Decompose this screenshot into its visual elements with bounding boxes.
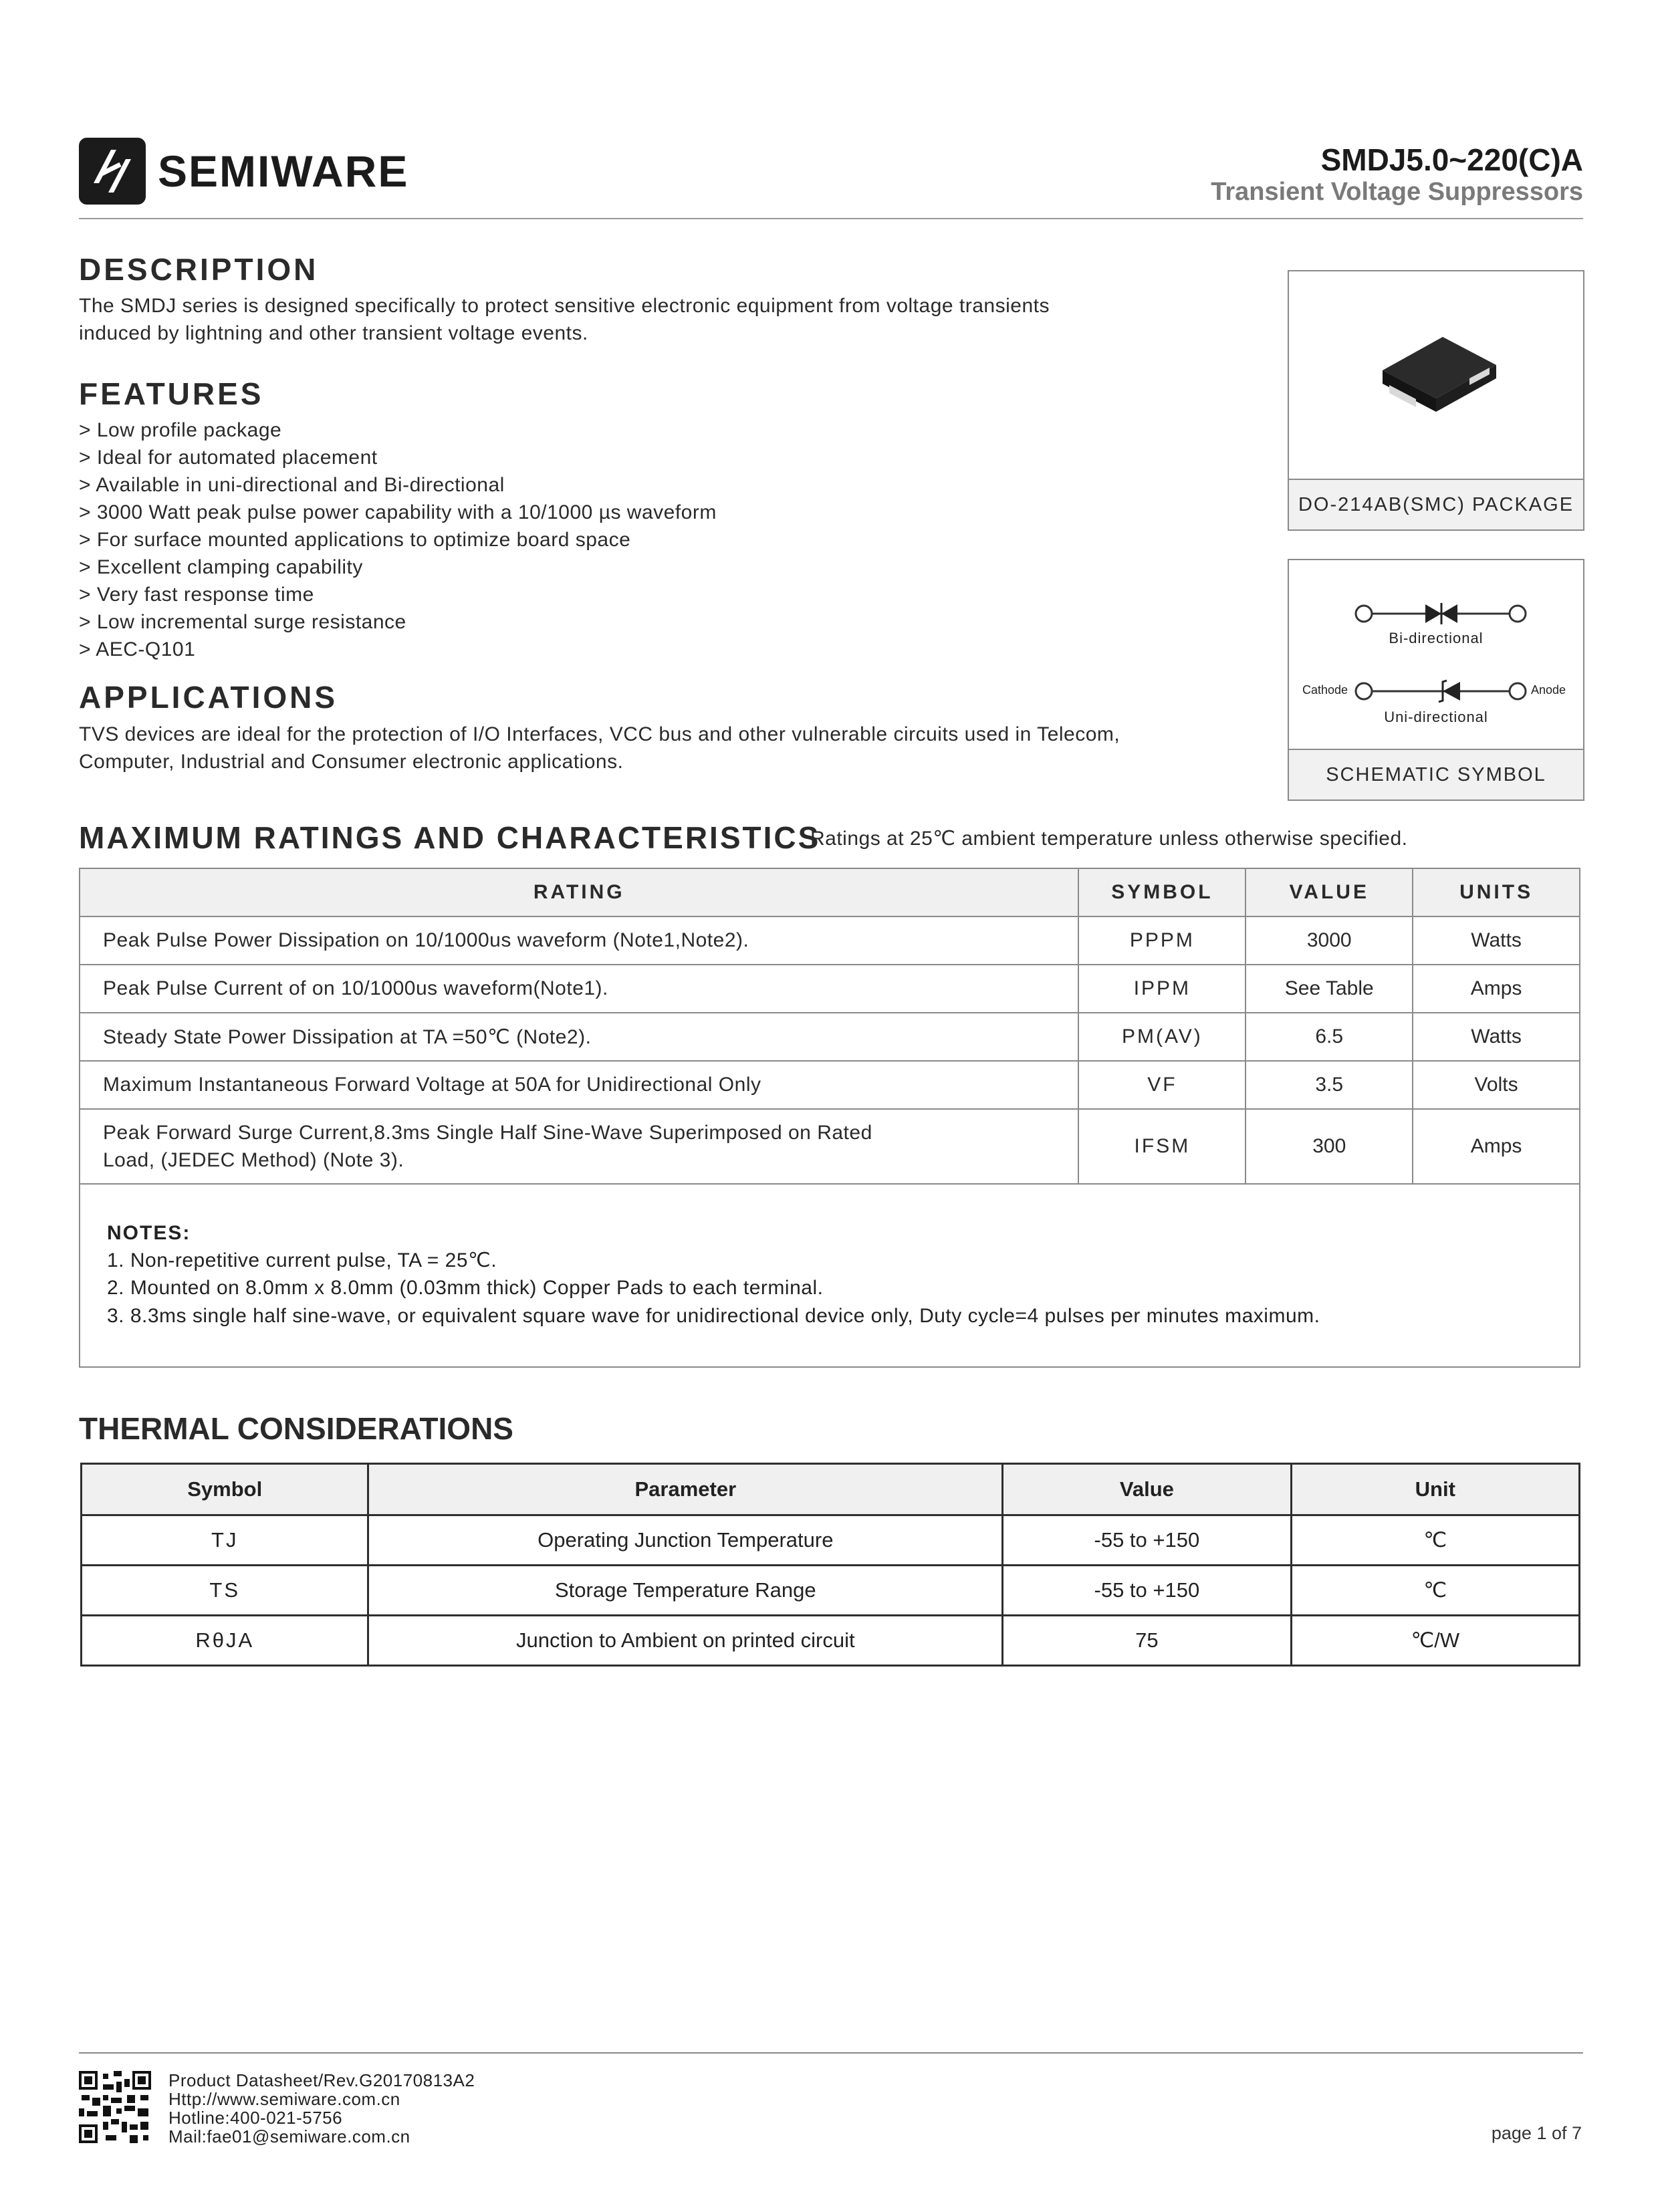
value-cell: 6.5 <box>1246 1013 1413 1061</box>
table-header-row <box>80 868 1580 916</box>
footer-contact <box>168 2071 475 2146</box>
page-number: page 1 of 7 <box>1491 2123 1582 2143</box>
notes-box <box>79 1178 1580 1368</box>
feature-item: > AEC-Q101 <box>79 638 196 660</box>
bi-directional-label: Bi-directional <box>1389 630 1484 646</box>
unit-cell: ℃ <box>1291 1515 1579 1566</box>
units-cell: Amps <box>1413 1109 1580 1184</box>
features-list <box>79 416 717 663</box>
table-row <box>82 1616 1580 1666</box>
features-heading: FEATURES <box>79 376 264 411</box>
applications-line: TVS devices are ideal for the protection of I/O Interfaces, VCC bus and other vulnerable circuits used in Telecom, <box>79 723 1120 745</box>
column-header: SYMBOL <box>1078 868 1246 916</box>
rating-cell: Steady State Power Dissipation at TA =50℃ (Note2). <box>80 1013 1078 1061</box>
diode-icon <box>1443 682 1460 701</box>
value-cell: 3.5 <box>1246 1061 1413 1109</box>
table-row <box>82 1515 1580 1566</box>
logo-icon <box>79 138 146 205</box>
terminal-icon <box>1510 606 1526 622</box>
rating-cell: Peak Pulse Power Dissipation on 10/1000us waveform (Note1,Note2). <box>80 916 1078 965</box>
package-caption: DO-214AB(SMC) PACKAGE <box>1289 479 1583 529</box>
feature-item: > Excellent clamping capability <box>79 556 363 578</box>
feature-item: > Low profile package <box>79 419 282 441</box>
description-line: induced by lightning and other transient voltage events. <box>79 322 588 344</box>
units-cell: Volts <box>1413 1061 1580 1109</box>
part-subtitle: Transient Voltage Suppressors <box>1211 178 1583 206</box>
symbol-cell: RθJA <box>82 1616 368 1666</box>
ratings-heading: MAXIMUM RATINGS AND CHARACTERISTICS <box>79 820 821 855</box>
note-item: 3. 8.3ms single half sine-wave, or equivalent square wave for unidirectional device only, Duty cycle=4 pulses per minutes maximum. <box>107 1305 1320 1327</box>
table-row <box>80 916 1580 965</box>
terminal-icon <box>1356 606 1372 622</box>
rating-line: Peak Forward Surge Current,8.3ms Single Half Sine-Wave Superimposed on Rated <box>103 1122 872 1144</box>
package-chip-icon <box>1369 330 1503 431</box>
rating-cell: Maximum Instantaneous Forward Voltage at 50A for Unidirectional Only <box>80 1061 1078 1109</box>
units-cell: Amps <box>1413 965 1580 1013</box>
column-header: Unit <box>1291 1464 1579 1515</box>
unit-cell: ℃/W <box>1291 1616 1579 1666</box>
column-header: UNITS <box>1413 868 1580 916</box>
value-cell: -55 to +150 <box>1003 1566 1291 1616</box>
column-header: VALUE <box>1246 868 1413 916</box>
table-row <box>80 1013 1580 1061</box>
footer-divider <box>79 2052 1583 2054</box>
symbol-cell: TJ <box>82 1515 368 1566</box>
terminal-icon <box>1356 683 1372 699</box>
feature-item: > 3000 Watt peak pulse power capability with a 10/1000 µs waveform <box>79 501 717 523</box>
diode-icon <box>1425 604 1441 623</box>
parameter-cell: Junction to Ambient on printed circuit <box>368 1616 1003 1666</box>
note-item: 2. Mounted on 8.0mm x 8.0mm (0.03mm thick) Copper Pads to each terminal. <box>107 1277 824 1299</box>
thermal-table <box>80 1463 1580 1667</box>
unit-cell: ℃ <box>1291 1566 1579 1616</box>
applications-line: Computer, Industrial and Consumer electronic applications. <box>79 751 624 773</box>
column-header: Parameter <box>368 1464 1003 1515</box>
footer-line[interactable]: Mail:fae01@semiware.com.cn <box>168 2126 410 2146</box>
qr-code-icon <box>79 2071 151 2143</box>
part-number-title: SMDJ5.0~220(C)A <box>1320 142 1583 177</box>
value-cell: 300 <box>1246 1109 1413 1184</box>
feature-item: > For surface mounted applications to optimize board space <box>79 529 631 551</box>
note-item: 1. Non-repetitive current pulse, TA = 25℃. <box>107 1249 497 1271</box>
description-line: The SMDJ series is designed specifically to protect sensitive electronic equipment from voltage transients <box>79 295 1050 317</box>
brand-name: SEMIWARE <box>158 146 409 196</box>
column-header: Value <box>1003 1464 1291 1515</box>
feature-item: > Ideal for automated placement <box>79 447 378 469</box>
footer-line: Hotline:400-021-5756 <box>168 2108 343 2128</box>
cathode-label: Cathode <box>1302 683 1348 697</box>
description-heading: DESCRIPTION <box>79 252 319 287</box>
rating-line: Load, (JEDEC Method) (Note 3). <box>103 1149 404 1171</box>
units-cell: Watts <box>1413 1013 1580 1061</box>
value-cell: 75 <box>1003 1616 1291 1666</box>
notes-heading: NOTES: <box>107 1222 191 1244</box>
schematic-caption: SCHEMATIC SYMBOL <box>1289 749 1583 800</box>
table-row <box>82 1566 1580 1616</box>
diode-icon <box>1441 604 1457 623</box>
anode-label: Anode <box>1531 683 1566 697</box>
applications-text <box>79 721 1120 775</box>
table-header-row <box>82 1464 1580 1515</box>
symbol-cell: PPPM <box>1078 916 1246 965</box>
units-cell: Watts <box>1413 916 1580 965</box>
symbol-cell: IPPM <box>1078 965 1246 1013</box>
thermal-heading: THERMAL CONSIDERATIONS <box>79 1411 513 1446</box>
column-header: RATING <box>80 868 1078 916</box>
terminal-icon <box>1510 683 1526 699</box>
value-cell: -55 to +150 <box>1003 1515 1291 1566</box>
footer-line[interactable]: Http://www.semiware.com.cn <box>168 2089 400 2109</box>
ratings-table <box>79 868 1580 1185</box>
schematic-box <box>1288 559 1584 801</box>
brand-logo-mark <box>79 138 146 205</box>
rating-cell <box>80 1109 1078 1184</box>
feature-item: > Available in uni-directional and Bi-directional <box>79 474 505 496</box>
feature-item: > Low incremental surge resistance <box>79 611 406 633</box>
table-row <box>80 1061 1580 1109</box>
symbol-cell: VF <box>1078 1061 1246 1109</box>
symbol-cell: TS <box>82 1566 368 1616</box>
footer-line: Product Datasheet/Rev.G20170813A2 <box>168 2070 475 2090</box>
parameter-cell: Storage Temperature Range <box>368 1566 1003 1616</box>
description-text <box>79 292 1050 347</box>
value-cell: 3000 <box>1246 916 1413 965</box>
column-header: Symbol <box>82 1464 368 1515</box>
table-row <box>80 1109 1580 1184</box>
feature-item: > Very fast response time <box>79 584 314 606</box>
uni-directional-label: Uni-directional <box>1384 709 1488 725</box>
symbol-cell: PM(AV) <box>1078 1013 1246 1061</box>
value-cell: See Table <box>1246 965 1413 1013</box>
table-row <box>80 965 1580 1013</box>
parameter-cell: Operating Junction Temperature <box>368 1515 1003 1566</box>
rating-cell: Peak Pulse Current of on 10/1000us waveform(Note1). <box>80 965 1078 1013</box>
symbol-cell: IFSM <box>1078 1109 1246 1184</box>
applications-heading: APPLICATIONS <box>79 680 338 715</box>
qr-code <box>79 2071 151 2143</box>
header-divider <box>79 218 1583 219</box>
ratings-conditions-note: Ratings at 25℃ ambient temperature unless otherwise specified. <box>810 828 1408 850</box>
package-image-box <box>1288 270 1584 531</box>
